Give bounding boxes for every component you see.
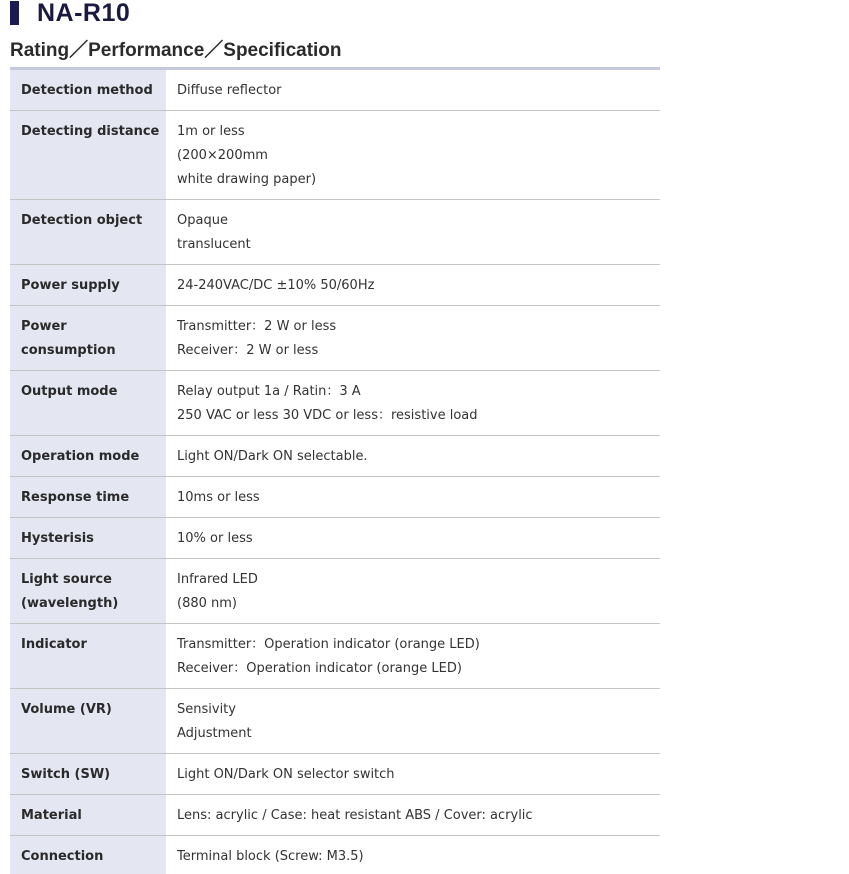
spec-value-cell (166, 477, 660, 518)
spec-value: Transmitter：Operation indicator (orange LED) (177, 637, 480, 652)
spec-label-cell (10, 836, 166, 874)
spec-row (10, 836, 660, 874)
title-accent-bar (10, 1, 19, 25)
spec-label: consumption (21, 343, 116, 358)
spec-value: Transmitter：2 W or less (177, 319, 337, 334)
spec-value-cell (166, 371, 660, 436)
spec-label-cell (10, 689, 166, 754)
spec-value-cell (166, 795, 660, 836)
spec-label: (wavelength) (21, 596, 119, 611)
spec-value-cell (166, 436, 660, 477)
spec-label-cell (10, 436, 166, 477)
spec-value: translucent (177, 237, 251, 252)
spec-value: Infrared LED (177, 572, 258, 587)
spec-value: Sensivity (177, 702, 236, 717)
spec-label-cell (10, 265, 166, 306)
spec-value-cell (166, 69, 660, 111)
spec-row (10, 436, 660, 477)
spec-label-cell (10, 624, 166, 689)
spec-row (10, 306, 660, 371)
spec-value: 24-240VAC/DC ±10% 50/60Hz (177, 278, 375, 293)
spec-table-body (10, 69, 660, 874)
spec-row (10, 559, 660, 624)
spec-value: Terminal block (Screw: M3.5) (177, 849, 364, 864)
spec-value-cell (166, 200, 660, 265)
spec-row (10, 518, 660, 559)
spec-value: Light ON/Dark ON selector switch (177, 767, 395, 782)
spec-label-cell (10, 754, 166, 795)
spec-label-cell (10, 795, 166, 836)
spec-value: 10ms or less (177, 490, 260, 505)
spec-row (10, 69, 660, 111)
spec-label: Connection (21, 849, 104, 864)
spec-row (10, 200, 660, 265)
spec-row (10, 754, 660, 795)
spec-value-cell (166, 836, 660, 874)
spec-value: Receiver：2 W or less (177, 343, 319, 358)
model-title: NA-R10 (37, 0, 131, 27)
spec-row (10, 689, 660, 754)
spec-value-cell (166, 518, 660, 559)
spec-label-cell (10, 371, 166, 436)
spec-row (10, 795, 660, 836)
spec-label-cell (10, 518, 166, 559)
spec-row (10, 477, 660, 518)
spec-value: Opaque (177, 213, 228, 228)
spec-row (10, 111, 660, 200)
spec-value: 1m or less (177, 124, 245, 139)
spec-label-cell (10, 69, 166, 111)
spec-value-cell (166, 559, 660, 624)
spec-table (10, 67, 660, 874)
spec-label: Material (21, 808, 82, 823)
spec-value-cell (166, 306, 660, 371)
spec-value-cell (166, 624, 660, 689)
spec-label: Power supply (21, 278, 120, 293)
section-title: Rating／Performance／Specification (10, 40, 342, 61)
spec-value: Receiver：Operation indicator (orange LED) (177, 661, 462, 676)
spec-value: 250 VAC or less 30 VDC or less：resistive load (177, 408, 478, 423)
spec-row (10, 624, 660, 689)
spec-label: Switch (SW) (21, 767, 111, 782)
spec-label: Volume (VR) (21, 702, 112, 717)
spec-row (10, 265, 660, 306)
spec-label: Hysterisis (21, 531, 94, 546)
spec-value: Lens: acrylic / Case: heat resistant ABS / Cover: acrylic (177, 808, 533, 823)
model-header (10, 0, 130, 26)
spec-value: Diffuse reflector (177, 83, 282, 98)
spec-label: Detecting distance (21, 124, 160, 139)
spec-label-cell (10, 477, 166, 518)
spec-label-cell (10, 559, 166, 624)
spec-value: Adjustment (177, 726, 252, 741)
spec-label-cell (10, 306, 166, 371)
spec-value: Relay output 1a / Ratin：3 A (177, 384, 361, 399)
spec-value: (200×200mm (177, 148, 268, 163)
spec-label: Response time (21, 490, 130, 505)
spec-row (10, 371, 660, 436)
spec-label: Operation mode (21, 449, 140, 464)
spec-label: Light source (21, 572, 112, 587)
spec-label: Indicator (21, 637, 87, 652)
spec-value-cell (166, 754, 660, 795)
spec-label: Output mode (21, 384, 118, 399)
spec-value: 10% or less (177, 531, 253, 546)
spec-value: white drawing paper) (177, 172, 317, 187)
spec-label: Detection object (21, 213, 143, 228)
spec-label-cell (10, 111, 166, 200)
spec-value-cell (166, 689, 660, 754)
spec-label-cell (10, 200, 166, 265)
spec-label: Power (21, 319, 67, 334)
spec-value-cell (166, 265, 660, 306)
spec-value-cell (166, 111, 660, 200)
spec-label: Detection method (21, 83, 153, 98)
spec-value: (880 nm) (177, 596, 237, 611)
spec-value: Light ON/Dark ON selectable. (177, 449, 368, 464)
